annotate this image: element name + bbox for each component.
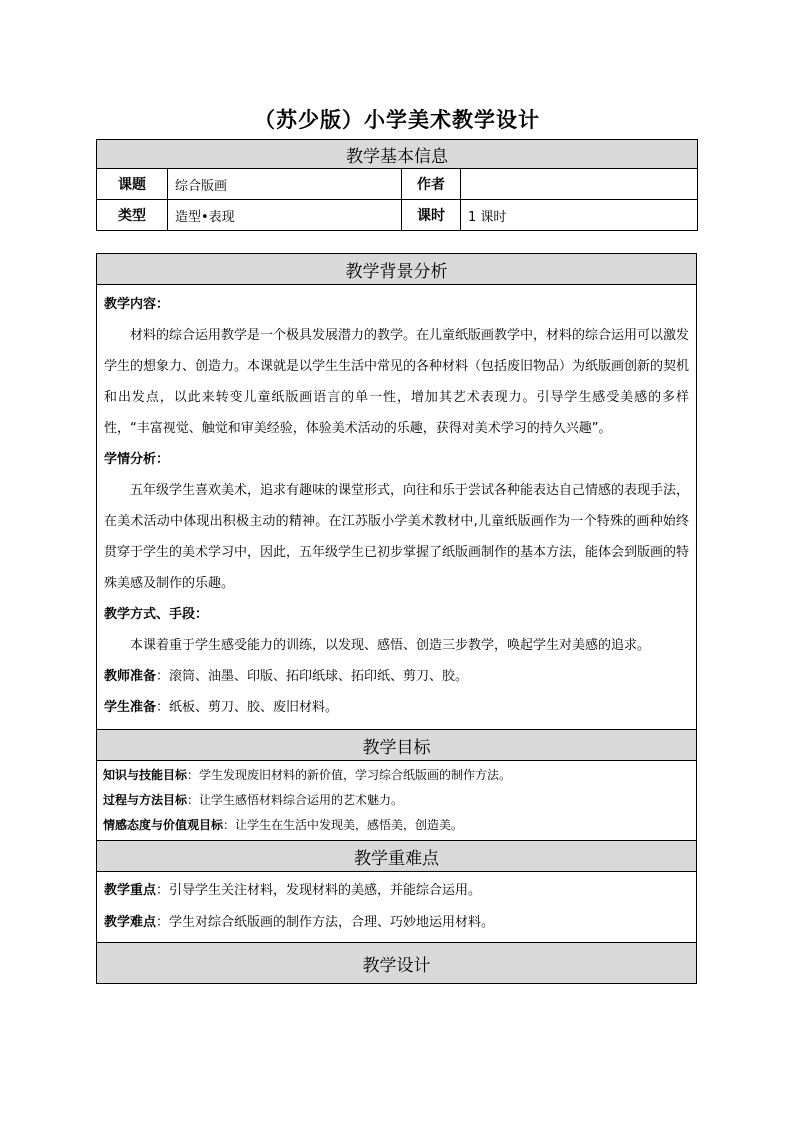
topic-label: 课题 — [97, 169, 168, 200]
objective-label: 知识与技能目标 — [103, 768, 188, 782]
author-label: 作者 — [402, 169, 461, 200]
basic-info-header: 教学基本信息 — [97, 140, 698, 169]
student-prep — [104, 692, 689, 723]
background-header: 教学背景分析 — [97, 254, 697, 285]
content-label: 教学内容： — [104, 297, 170, 312]
student-prep-text: ：纸板、剪刀、胶、废旧材料。 — [156, 700, 339, 715]
students-label: 学情分析： — [104, 452, 170, 467]
objective-text: ：让学生感悟材料综合运用的艺术魅力。 — [187, 793, 404, 807]
key-points-content — [97, 872, 697, 943]
topic-value: 综合版画 — [168, 169, 402, 200]
objective-label: 过程与方法目标 — [103, 793, 188, 807]
basic-info-table — [96, 139, 698, 231]
hours-label: 课时 — [402, 200, 461, 231]
student-prep-label: 学生准备 — [104, 700, 157, 715]
key-point-text: ：引导学生关注材料，发现材料的美感，并能综合运用。 — [156, 883, 482, 898]
difficulty-text: ：学生对综合纸版画的制作方法，合理、巧妙地运用材料。 — [156, 915, 495, 930]
objective-text: ：学生发现废旧材料的新价值，学习综合纸版画的制作方法。 — [187, 768, 512, 782]
lesson-plan-table — [96, 253, 697, 984]
objectives-header: 教学目标 — [97, 730, 697, 761]
objective-item — [103, 763, 690, 788]
objective-label: 情感态度与价值观目标 — [103, 818, 224, 832]
teacher-prep — [104, 661, 689, 692]
hours-value: 1 课时 — [461, 200, 698, 231]
difficulty-label: 教学难点 — [104, 915, 157, 930]
author-value — [461, 169, 698, 200]
document-title: （苏少版）小学美术教学设计 — [254, 108, 540, 132]
background-content — [97, 285, 697, 730]
type-label: 类型 — [97, 200, 168, 231]
students-text: 五年级学生喜欢美术，追求有趣味的课堂形式，向往和乐于尝试各种能表达自己情感的表现手法，在美术活动中体现出积极主动的精神。在江苏版小学美术教材中,儿童纸版画作为一个特殊的画种始终贯穿于学生的美术学习中，因此，五年级学生已初步掌握了纸版画制作的基本方法，能体会到版画的特殊美感及制作的乐趣。 — [104, 483, 690, 591]
objective-item — [103, 788, 690, 813]
design-header: 教学设计 — [97, 943, 697, 984]
key-point — [104, 875, 689, 907]
objective-item — [103, 813, 690, 838]
type-value: 造型•表现 — [168, 200, 402, 231]
difficulty — [104, 907, 689, 939]
teacher-prep-text: ：滚筒、油墨、印版、拓印纸球、拓印纸、剪刀、胶。 — [156, 669, 469, 684]
teacher-prep-label: 教师准备 — [104, 669, 157, 684]
content-text: 材料的综合运用教学是一个极具发展潜力的教学。在儿童纸版画教学中，材料的综合运用可以激发学生的想象力、创造力。本课就是以学生生活中常见的各种材料（包括废旧物品）为纸版画创新的契机和出发点，以此来转变儿童纸版画语言的单一性，增加其艺术表现力。引导学生感受美感的多样性，“丰富视觉、触觉和审美经验，体验美术活动的乐趣，获得对美术学习的持久兴趣”。 — [104, 328, 690, 436]
method-label: 教学方式、手段： — [104, 607, 209, 622]
method-text: 本课着重于学生感受能力的训练，以发现、感悟、创造三步教学，唤起学生对美感的追求。 — [130, 638, 651, 653]
objectives-content — [97, 761, 697, 841]
objective-text: ：让学生在生活中发现美，感悟美，创造美。 — [223, 818, 464, 832]
key-points-header: 教学重难点 — [97, 841, 697, 872]
key-point-label: 教学重点 — [104, 883, 157, 898]
